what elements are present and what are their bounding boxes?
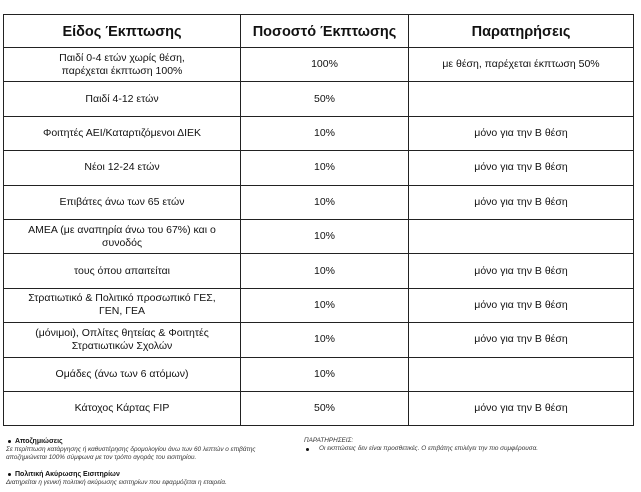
cell-remarks [409,82,634,116]
table-row [4,323,634,357]
cell-discount-percent: 10% [241,151,409,185]
header-remarks: Παρατηρήσεις [409,15,634,48]
table-row [4,82,634,116]
cancellation-text-1: Διατηρείται η γενική πολιτική ακύρωσης εισιτηρίων που εφαρμόζεται η εταιρεία. [6,479,227,486]
table-row [4,151,634,185]
cell-remarks: μόνο για την Β θέση [409,254,634,288]
cell-discount-percent: 10% [241,254,409,288]
table-row [4,357,634,391]
cell-discount-percent: 50% [241,82,409,116]
cell-discount-percent: 10% [241,185,409,219]
cell-discount-percent: 50% [241,391,409,425]
cell-discount-type: Ομάδες (άνω των 6 ατόμων) [4,357,241,391]
cancellation-title: Πολιτική Ακύρωσης Εισιτηρίων [15,471,120,478]
cell-remarks: μόνο για την Β θέση [409,185,634,219]
cell-discount-percent: 10% [241,116,409,150]
notes-right [304,437,634,453]
compensation-title: Αποζημιώσεις [15,438,63,445]
compensation-note [6,437,306,462]
table-row [4,48,634,82]
cell-discount-percent: 100% [241,48,409,82]
header-discount-type: Είδος Έκπτωσης [4,15,241,48]
table-row [4,391,634,425]
table-row [4,219,634,253]
bullet-icon [306,448,309,451]
cell-discount-percent: 10% [241,219,409,253]
cancellation-note [6,470,306,487]
cell-remarks: μόνο για την Β θέση [409,323,634,357]
compensation-text-2: αποζημιώνεται 100% σύμφωνα με τον τρόπο αγοράς του εισιτηρίου. [6,454,197,461]
cell-discount-percent: 10% [241,323,409,357]
cell-remarks: μόνο για την Β θέση [409,151,634,185]
remarks-title: ΠΑΡΑΤΗΡΗΣΕΙΣ: [304,437,354,444]
cell-discount-type: Παιδί 4-12 ετών [4,82,241,116]
discount-table [3,14,634,426]
compensation-text-1: Σε περίπτωση κατάργησης ή καθυστέρησης δρομολογίου άνω των 60 λεπτών ο επιβάτης [6,446,256,453]
notes-left [6,437,306,487]
cell-discount-type: Φοιτητές ΑΕΙ/Καταρτιζόμενοι ΔΙΕΚ [4,116,241,150]
table-row [4,254,634,288]
table-header-row [4,15,634,48]
cell-discount-type: τους όπου απαιτείται [4,254,241,288]
cell-discount-type: Νέοι 12-24 ετών [4,151,241,185]
table-row [4,288,634,322]
cell-remarks: μόνο για την Β θέση [409,116,634,150]
remarks-text: Οι εκπτώσεις δεν είναι προσθετικές. Ο επιβάτης επιλέγει την πιο συμφέρουσα. [319,445,539,452]
cell-discount-type: (μόνιμοι), Οπλίτες θητείας & Φοιτητές Στρατιωτικών Σχολών [4,323,241,357]
header-discount-percent: Ποσοστό Έκπτωσης [241,15,409,48]
cell-discount-type: Κάτοχος Κάρτας FIP [4,391,241,425]
cell-discount-type: Παιδί 0-4 ετών χωρίς θέση, παρέχεται έκπτωση 100% [4,48,241,82]
cell-discount-type: Στρατιωτικό & Πολιτικό προσωπικό ΓΕΣ, ΓΕΝ, ΓΕΑ [4,288,241,322]
bullet-icon [8,440,11,443]
cell-remarks [409,357,634,391]
cell-discount-percent: 10% [241,357,409,391]
cell-remarks: με θέση, παρέχεται έκπτωση 50% [409,48,634,82]
table-row [4,185,634,219]
cell-remarks [409,219,634,253]
cell-discount-percent: 10% [241,288,409,322]
cell-remarks: μόνο για την Β θέση [409,391,634,425]
bullet-icon [8,473,11,476]
cell-discount-type: ΑΜΕΑ (με αναπηρία άνω του 67%) και ο συνοδός [4,219,241,253]
cell-remarks: μόνο για την Β θέση [409,288,634,322]
cell-discount-type: Επιβάτες άνω των 65 ετών [4,185,241,219]
table-row [4,116,634,150]
table-body [4,48,634,426]
